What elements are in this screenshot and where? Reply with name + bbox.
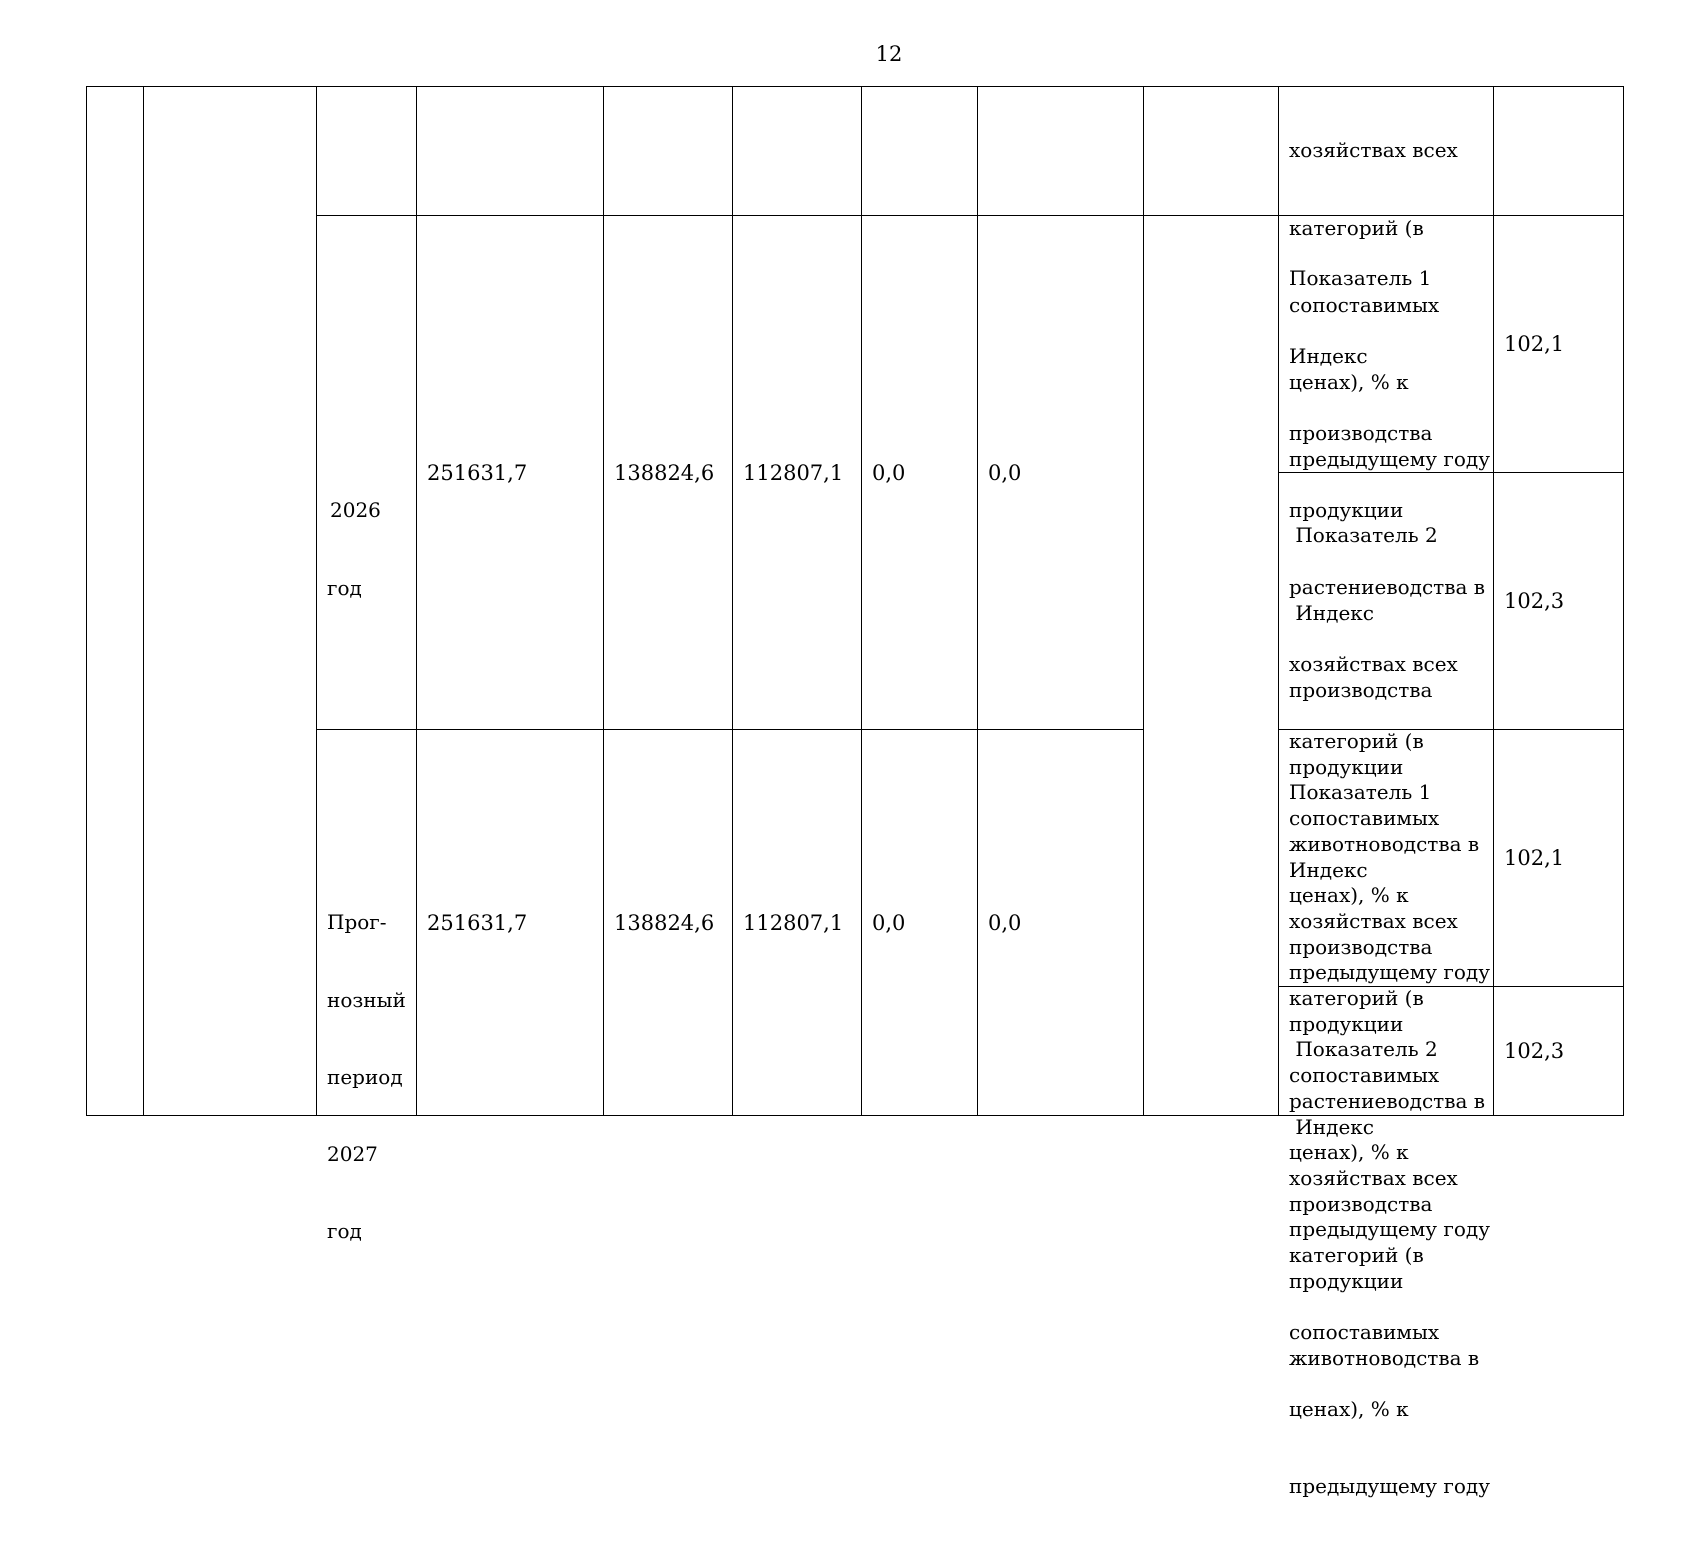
continued-indicator-text: хозяйствах всех категорий (в сопоставимых ценах), % к предыдущему году: [1289, 138, 1490, 471]
value-column-3: 112807,1: [743, 911, 844, 935]
col-divider-5: [732, 86, 733, 1116]
value-column-2: 138824,6: [614, 911, 715, 935]
table-right-border: [1623, 86, 1624, 1116]
period-cell: 2026 год: [327, 498, 381, 600]
value-column-5: 0,0: [988, 461, 1022, 485]
indicator-2-value: 102,3: [1504, 589, 1565, 613]
value-column-4: 0,0: [872, 911, 906, 935]
col-divider-6: [861, 86, 862, 1116]
value-column-2: 138824,6: [614, 461, 715, 485]
col-divider-2: [316, 86, 317, 1116]
col-divider-1: [143, 86, 144, 1116]
col-divider-3: [416, 86, 417, 1116]
col-divider-10: [1493, 86, 1494, 1116]
indicator-1-text: Показатель 1 Индекс производства продукции растениеводства в хозяйствах всех категорий (в сопоставимых ценах), % к предыдущему году: [1289, 780, 1490, 1499]
col-divider-9: [1278, 86, 1279, 1116]
col-divider-8: [1143, 86, 1144, 1116]
value-column-3: 112807,1: [743, 461, 844, 485]
indicator-1-text: Показатель 1 Индекс производства продукции растениеводства в хозяйствах всех категорий (в сопоставимых ценах), % к предыдущему году: [1289, 266, 1490, 985]
col-divider-7: [977, 86, 978, 1116]
row-divider-2027-top: [316, 729, 1143, 730]
total-value: 251631,7: [427, 461, 528, 485]
total-value: 251631,7: [427, 911, 528, 935]
page-number: 12: [875, 42, 903, 66]
indicator-1-value: 102,1: [1504, 846, 1565, 870]
table-left-border: [86, 86, 87, 1116]
period-cell: Прог- нозный период 2027 год: [327, 910, 406, 1243]
col-divider-4: [603, 86, 604, 1116]
indicator-2-text: Показатель 2 Индекс производства продукции животноводства в: [1289, 1037, 1480, 1370]
indicator-1-value: 102,1: [1504, 332, 1565, 356]
value-column-5: 0,0: [988, 911, 1022, 935]
indicator-2-text: Показатель 2 Индекс производства продукции животноводства в хозяйствах всех категорий (в сопоставимых ценах), % к предыдущему году: [1289, 523, 1490, 1242]
value-column-4: 0,0: [872, 461, 906, 485]
indicator-2-value: 102,3: [1504, 1039, 1565, 1063]
